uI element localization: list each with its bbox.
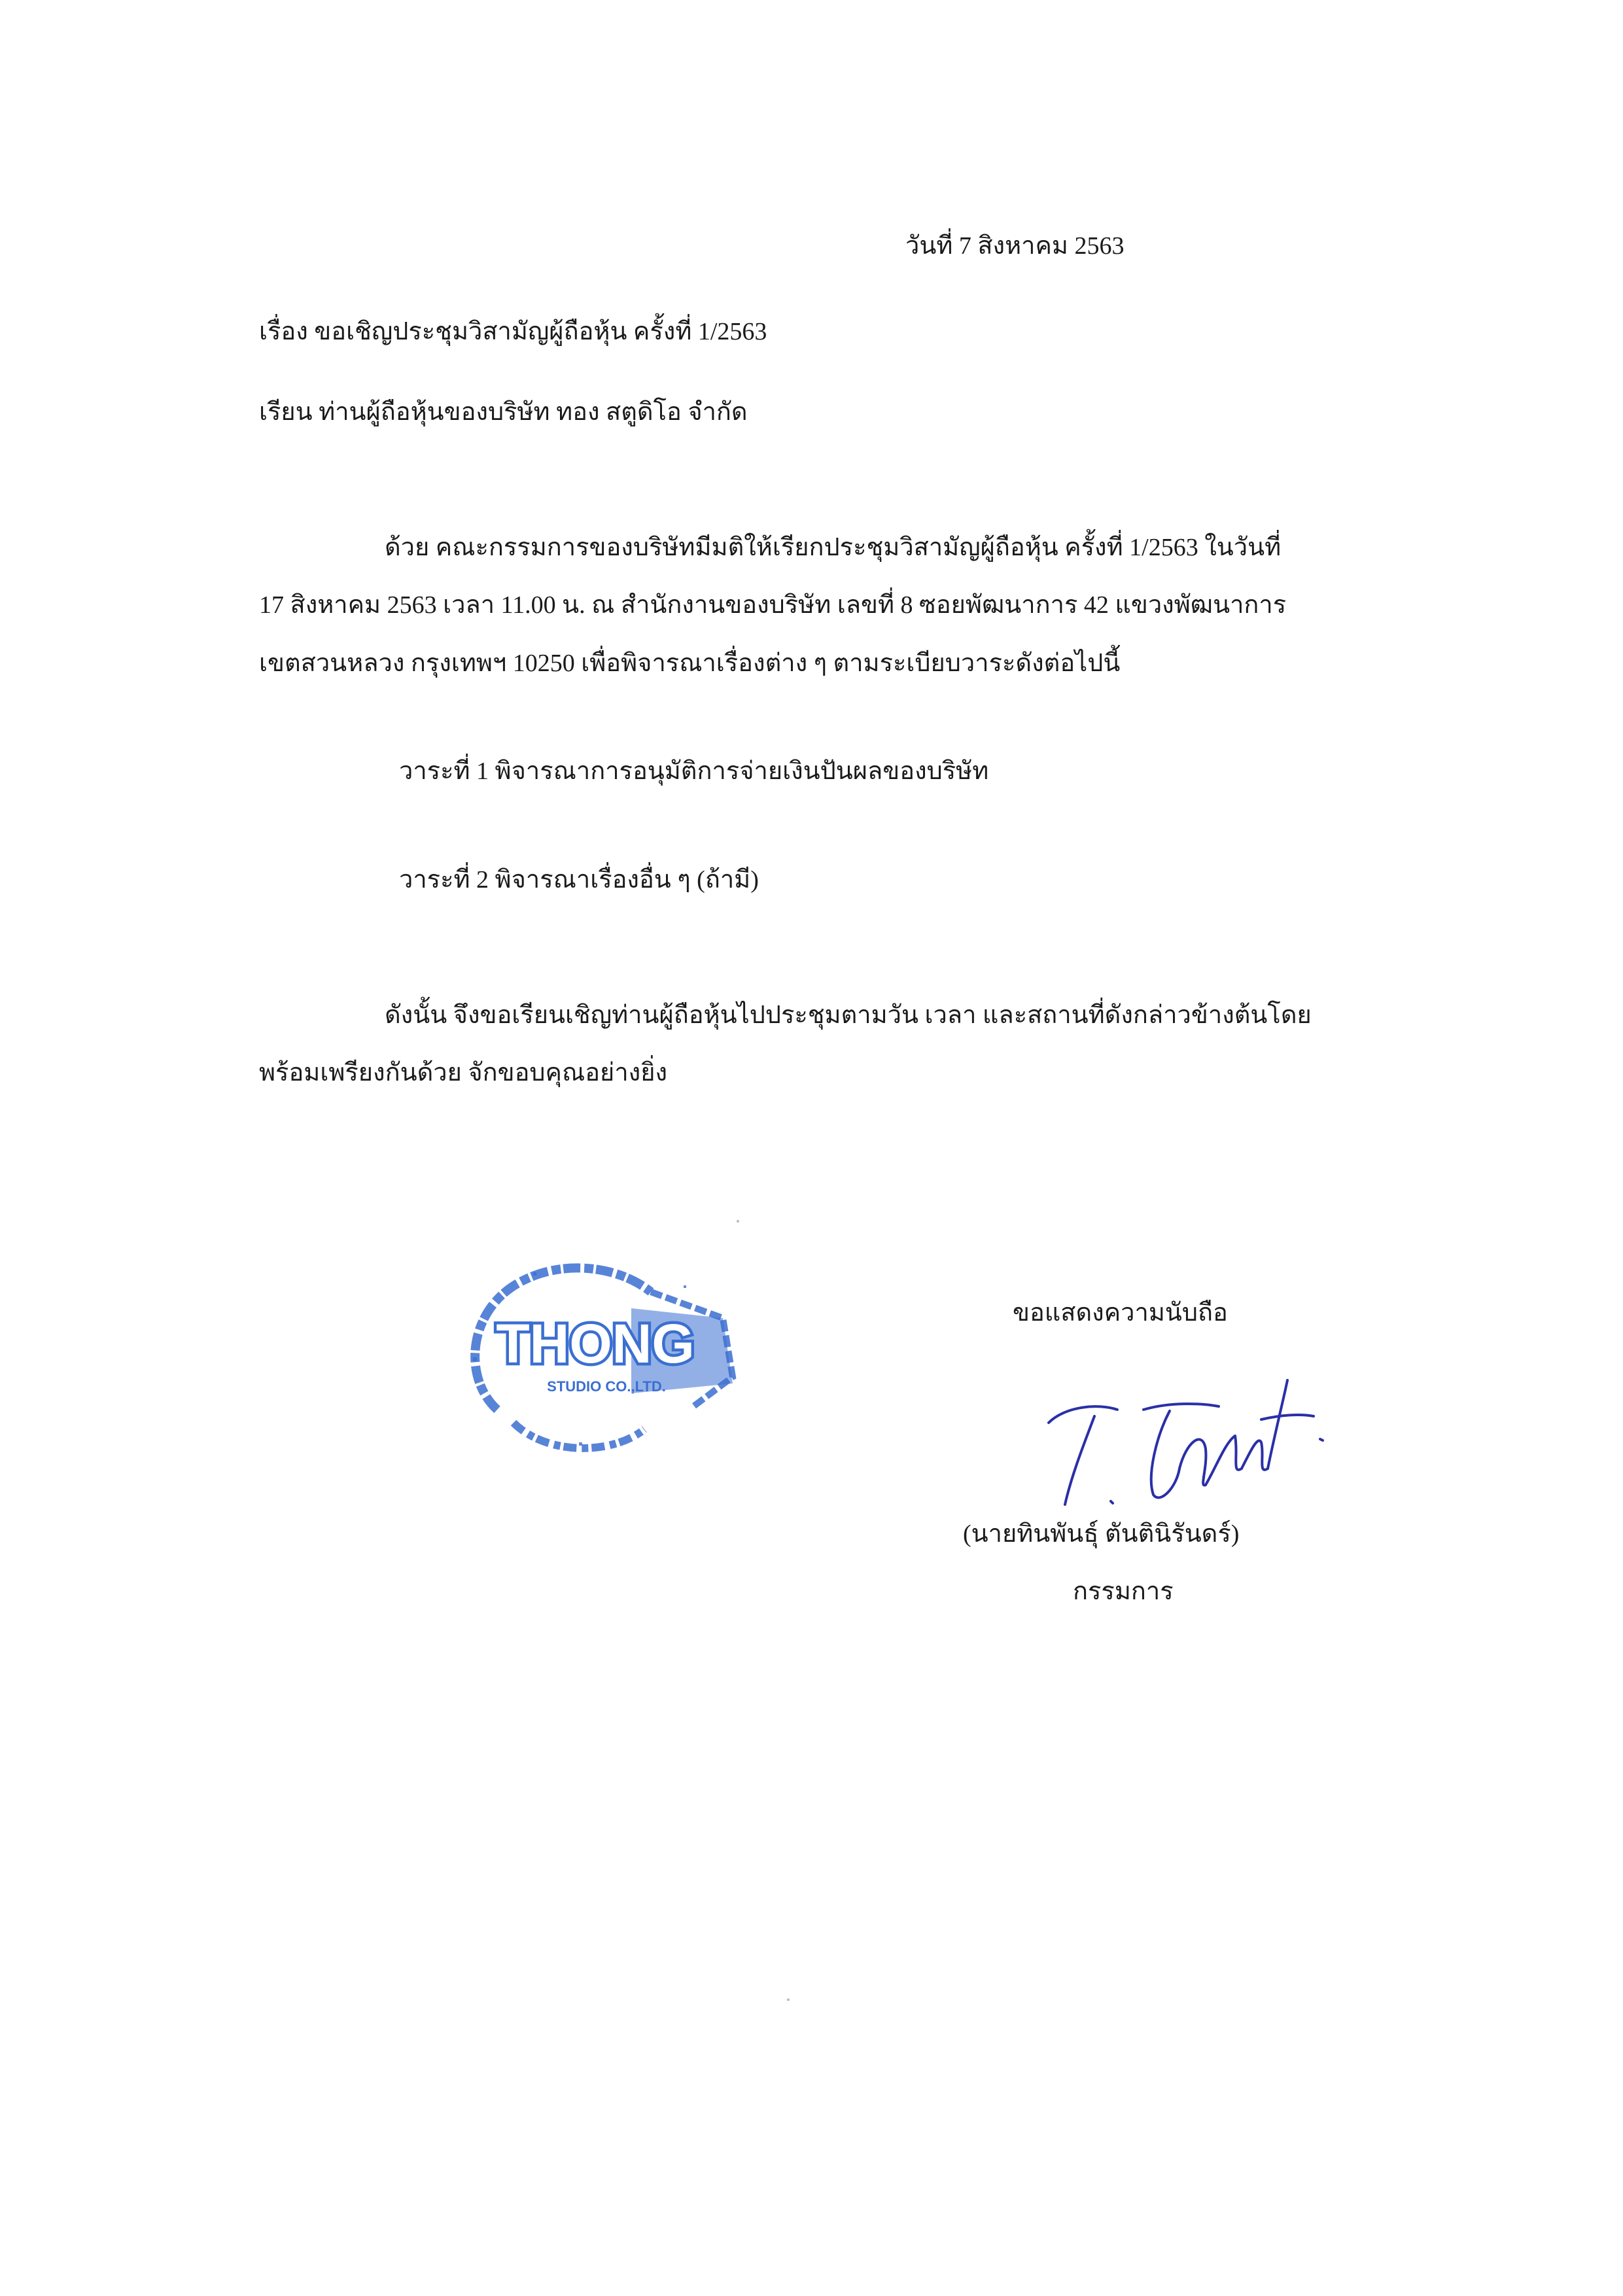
closing-phrase: ขอแสดงความนับถือ (1013, 1299, 1228, 1327)
letter-date: วันที่ 7 สิงหาคม 2563 (905, 232, 1125, 260)
stamp-brand-text: THONG (496, 1313, 695, 1374)
scan-speck (737, 1220, 739, 1223)
agenda-item-1: วาระที่ 1 พิจารณาการอนุมัติการจ่ายเงินปันผลของบริษัท (399, 757, 989, 785)
scan-speck (787, 1998, 790, 2001)
letter-subject: เรื่อง ขอเชิญประชุมวิสามัญผู้ถือหุ้น ครั้งที่ 1/2563 (259, 318, 767, 345)
company-stamp (435, 1246, 749, 1469)
signatory-name: (นายทินพันธุ์ ตันตินิรันดร์) (963, 1520, 1240, 1548)
stamp-subtitle-text: STUDIO CO.,LTD. (547, 1378, 666, 1395)
body-paragraph-2-line-1: ดังนั้น จึงขอเรียนเชิญท่านผู้ถือหุ้นไปประชุมตามวัน เวลา และสถานที่ดังกล่าวข้างต้นโดย (385, 1001, 1312, 1029)
signatory-position: กรรมการ (1073, 1578, 1174, 1605)
body-paragraph-1-line-2: 17 สิงหาคม 2563 เวลา 11.00 น. ณ สำนักงานของบริษัท เลขที่ 8 ซอยพัฒนาการ 42 แขวงพัฒนาการ (259, 591, 1287, 619)
agenda-item-2: วาระที่ 2 พิจารณาเรื่องอื่น ๆ (ถ้ามี) (399, 866, 759, 894)
body-paragraph-2-line-2: พร้อมเพรียงกันด้วย จักขอบคุณอย่างยิ่ง (259, 1059, 668, 1087)
letter-recipient: เรียน ท่านผู้ถือหุ้นของบริษัท ทอง สตูดิโอ จำกัด (259, 398, 748, 426)
body-paragraph-1-line-3: เขตสวนหลวง กรุงเทพฯ 10250 เพื่อพิจารณาเรื่องต่าง ๆ ตามระเบียบวาระดังต่อไปนี้ (259, 650, 1121, 677)
body-paragraph-1-line-1: ด้วย คณะกรรมการของบริษัทมีมติให้เรียกประชุมวิสามัญผู้ถือหุ้น ครั้งที่ 1/2563 ในวันที่ (385, 534, 1282, 561)
handwritten-signature (1039, 1370, 1327, 1514)
